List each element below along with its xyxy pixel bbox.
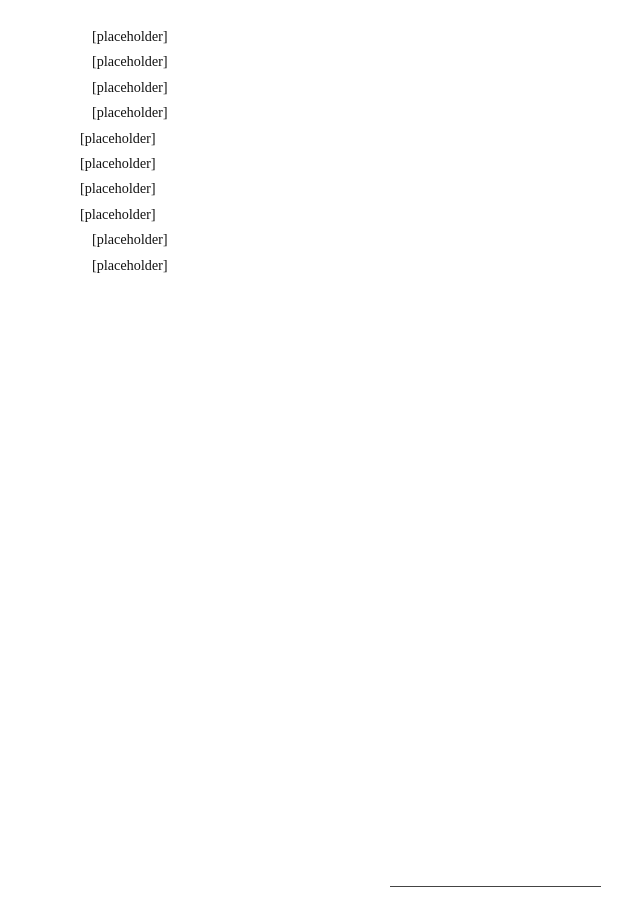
list-item-1: [placeholder] [80, 130, 156, 147]
paragraph-5-4: [placeholder] [92, 79, 168, 96]
paragraph-5-4-intro: [placeholder] [92, 105, 168, 122]
paragraph-5-3: [placeholder] [92, 29, 168, 45]
list-item-2: [placeholder] [80, 156, 156, 173]
paragraph-5-5: [placeholder] [92, 232, 168, 249]
footer-divider [390, 886, 601, 887]
list-item-3: [placeholder] [80, 181, 156, 198]
paragraph-5-6: [placeholder] [92, 257, 168, 274]
list-item-4: [placeholder] [80, 206, 156, 223]
paragraph-5-3-continuation: [placeholder] [92, 54, 168, 71]
